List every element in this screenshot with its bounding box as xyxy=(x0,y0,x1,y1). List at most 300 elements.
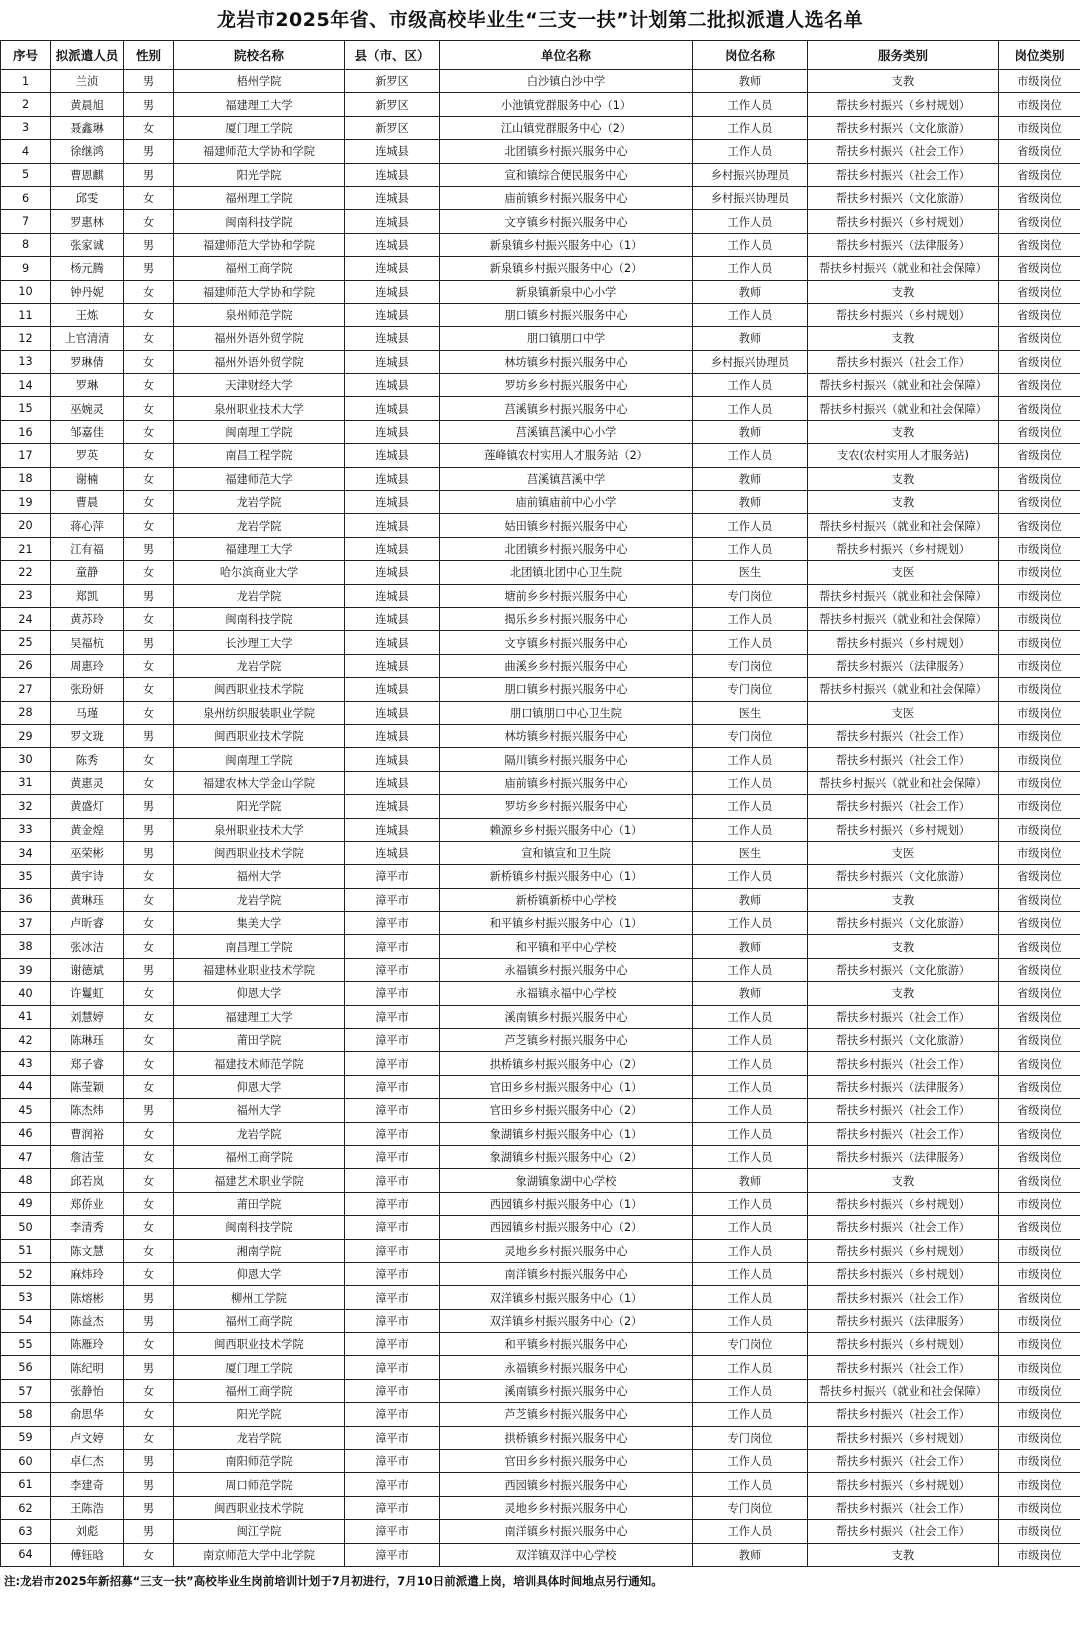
school-cell: 哈尔滨商业大学 xyxy=(174,561,345,584)
index-cell: 52 xyxy=(1,1262,51,1285)
unit-cell: 永福镇永福中心学校 xyxy=(440,982,693,1005)
school-cell: 闽西职业技术学院 xyxy=(174,1333,345,1356)
unit-cell: 双洋镇双洋中心学校 xyxy=(440,1543,693,1566)
name-cell: 黄琳珏 xyxy=(51,888,124,911)
position-level-cell: 省级岗位 xyxy=(999,163,1080,186)
unit-cell: 江山镇党群服务中心（2） xyxy=(440,116,693,139)
position-level-cell: 市级岗位 xyxy=(999,561,1080,584)
gender-cell: 女 xyxy=(124,771,174,794)
county-cell: 连城县 xyxy=(345,350,440,373)
name-cell: 张静怡 xyxy=(51,1379,124,1402)
unit-cell: 赖源乡乡村振兴服务中心（1） xyxy=(440,818,693,841)
name-cell: 曹恩麒 xyxy=(51,163,124,186)
name-cell: 陈纪明 xyxy=(51,1356,124,1379)
table-row xyxy=(1,1333,1080,1356)
county-cell: 连城县 xyxy=(345,280,440,303)
county-cell: 连城县 xyxy=(345,561,440,584)
school-cell: 龙岩学院 xyxy=(174,491,345,514)
col-header-unit: 单位名称 xyxy=(440,41,693,70)
gender-cell: 男 xyxy=(124,1099,174,1122)
position-cell: 专门岗位 xyxy=(693,678,808,701)
unit-cell: 林坊镇乡村振兴服务中心 xyxy=(440,724,693,747)
service-type-cell: 帮扶乡村振兴（乡村规划） xyxy=(808,1192,999,1215)
gender-cell: 男 xyxy=(124,233,174,256)
index-cell: 27 xyxy=(1,678,51,701)
index-cell: 12 xyxy=(1,327,51,350)
county-cell: 漳平市 xyxy=(345,1122,440,1145)
table-row xyxy=(1,1520,1080,1543)
county-cell: 漳平市 xyxy=(345,1099,440,1122)
index-cell: 56 xyxy=(1,1356,51,1379)
gender-cell: 女 xyxy=(124,1333,174,1356)
gender-cell: 男 xyxy=(124,140,174,163)
index-cell: 40 xyxy=(1,982,51,1005)
name-cell: 陈雁玲 xyxy=(51,1333,124,1356)
county-cell: 漳平市 xyxy=(345,1145,440,1168)
index-cell: 41 xyxy=(1,1005,51,1028)
col-header-gender: 性别 xyxy=(124,41,174,70)
position-level-cell: 市级岗位 xyxy=(999,607,1080,630)
school-cell: 闽南理工学院 xyxy=(174,420,345,443)
school-cell: 莆田学院 xyxy=(174,1192,345,1215)
position-cell: 医生 xyxy=(693,841,808,864)
name-cell: 杨元腾 xyxy=(51,257,124,280)
service-type-cell: 帮扶乡村振兴（社会工作） xyxy=(808,1052,999,1075)
county-cell: 新罗区 xyxy=(345,70,440,93)
index-cell: 23 xyxy=(1,584,51,607)
unit-cell: 永福镇乡村振兴服务中心 xyxy=(440,1356,693,1379)
table-row xyxy=(1,116,1080,139)
position-cell: 工作人员 xyxy=(693,795,808,818)
school-cell: 闽西职业技术学院 xyxy=(174,841,345,864)
service-type-cell: 帮扶乡村振兴（乡村规划） xyxy=(808,818,999,841)
table-row xyxy=(1,724,1080,747)
unit-cell: 拱桥镇乡村振兴服务中心 xyxy=(440,1426,693,1449)
school-cell: 天津财经大学 xyxy=(174,374,345,397)
table-row xyxy=(1,350,1080,373)
school-cell: 福建艺术职业学院 xyxy=(174,1169,345,1192)
service-type-cell: 支农(农村实用人才服务站) xyxy=(808,444,999,467)
table-row xyxy=(1,1075,1080,1098)
position-level-cell: 市级岗位 xyxy=(999,771,1080,794)
gender-cell: 女 xyxy=(124,1216,174,1239)
school-cell: 福州工商学院 xyxy=(174,1145,345,1168)
table-row xyxy=(1,444,1080,467)
school-cell: 福州工商学院 xyxy=(174,1309,345,1332)
table-row xyxy=(1,795,1080,818)
county-cell: 漳平市 xyxy=(345,982,440,1005)
col-header-position-level: 岗位类别 xyxy=(999,41,1080,70)
county-cell: 漳平市 xyxy=(345,1473,440,1496)
position-level-cell: 市级岗位 xyxy=(999,1192,1080,1215)
col-header-position: 岗位名称 xyxy=(693,41,808,70)
service-type-cell: 支教 xyxy=(808,327,999,350)
name-cell: 童静 xyxy=(51,561,124,584)
name-cell: 曹晨 xyxy=(51,491,124,514)
index-cell: 13 xyxy=(1,350,51,373)
position-cell: 教师 xyxy=(693,1543,808,1566)
name-cell: 吴福杭 xyxy=(51,631,124,654)
position-level-cell: 市级岗位 xyxy=(999,841,1080,864)
table-row xyxy=(1,467,1080,490)
service-type-cell: 支医 xyxy=(808,701,999,724)
gender-cell: 男 xyxy=(124,1496,174,1519)
position-level-cell: 市级岗位 xyxy=(999,795,1080,818)
position-cell: 医生 xyxy=(693,561,808,584)
unit-cell: 宣和镇宣和卫生院 xyxy=(440,841,693,864)
county-cell: 新罗区 xyxy=(345,93,440,116)
position-cell: 工作人员 xyxy=(693,1005,808,1028)
school-cell: 福州大学 xyxy=(174,1099,345,1122)
table-body xyxy=(1,70,1080,1567)
county-cell: 漳平市 xyxy=(345,1450,440,1473)
school-cell: 闽南科技学院 xyxy=(174,210,345,233)
service-type-cell: 帮扶乡村振兴（就业和社会保障） xyxy=(808,374,999,397)
school-cell: 龙岩学院 xyxy=(174,1122,345,1145)
position-cell: 工作人员 xyxy=(693,140,808,163)
county-cell: 连城县 xyxy=(345,607,440,630)
name-cell: 王陈浩 xyxy=(51,1496,124,1519)
position-level-cell: 市级岗位 xyxy=(999,1450,1080,1473)
school-cell: 泉州纺织服装职业学院 xyxy=(174,701,345,724)
school-cell: 闽江学院 xyxy=(174,1520,345,1543)
name-cell: 谢德斌 xyxy=(51,958,124,981)
name-cell: 邱雯 xyxy=(51,186,124,209)
county-cell: 漳平市 xyxy=(345,912,440,935)
position-cell: 工作人员 xyxy=(693,257,808,280)
name-cell: 陈莹颖 xyxy=(51,1075,124,1098)
service-type-cell: 帮扶乡村振兴（文化旅游） xyxy=(808,116,999,139)
county-cell: 漳平市 xyxy=(345,958,440,981)
index-cell: 28 xyxy=(1,701,51,724)
unit-cell: 南洋镇乡村振兴服务中心 xyxy=(440,1520,693,1543)
position-level-cell: 市级岗位 xyxy=(999,1379,1080,1402)
county-cell: 漳平市 xyxy=(345,888,440,911)
col-header-county: 县（市、区） xyxy=(345,41,440,70)
index-cell: 1 xyxy=(1,70,51,93)
position-cell: 教师 xyxy=(693,420,808,443)
index-cell: 19 xyxy=(1,491,51,514)
unit-cell: 和平镇乡村振兴服务中心（1） xyxy=(440,912,693,935)
position-cell: 教师 xyxy=(693,327,808,350)
gender-cell: 男 xyxy=(124,818,174,841)
unit-cell: 象湖镇乡村振兴服务中心（1） xyxy=(440,1122,693,1145)
name-cell: 刘慧婷 xyxy=(51,1005,124,1028)
service-type-cell: 支教 xyxy=(808,982,999,1005)
unit-cell: 北团镇乡村振兴服务中心 xyxy=(440,140,693,163)
school-cell: 福建师范大学协和学院 xyxy=(174,280,345,303)
service-type-cell: 帮扶乡村振兴（社会工作） xyxy=(808,1356,999,1379)
unit-cell: 芦芝镇乡村振兴服务中心 xyxy=(440,1403,693,1426)
service-type-cell: 帮扶乡村振兴（法律服务） xyxy=(808,233,999,256)
service-type-cell: 支教 xyxy=(808,420,999,443)
name-cell: 陈文慧 xyxy=(51,1239,124,1262)
table-row xyxy=(1,1052,1080,1075)
position-level-cell: 省级岗位 xyxy=(999,1145,1080,1168)
name-cell: 江有福 xyxy=(51,537,124,560)
index-cell: 5 xyxy=(1,163,51,186)
position-level-cell: 市级岗位 xyxy=(999,1426,1080,1449)
table-row xyxy=(1,818,1080,841)
table-row xyxy=(1,958,1080,981)
school-cell: 福建师范大学协和学院 xyxy=(174,140,345,163)
county-cell: 连城县 xyxy=(345,186,440,209)
gender-cell: 男 xyxy=(124,1473,174,1496)
name-cell: 谢楠 xyxy=(51,467,124,490)
position-cell: 教师 xyxy=(693,1169,808,1192)
service-type-cell: 帮扶乡村振兴（文化旅游） xyxy=(808,186,999,209)
county-cell: 连城县 xyxy=(345,303,440,326)
gender-cell: 女 xyxy=(124,327,174,350)
name-cell: 陈熔彬 xyxy=(51,1286,124,1309)
unit-cell: 曲溪乡乡村振兴服务中心 xyxy=(440,654,693,677)
gender-cell: 女 xyxy=(124,701,174,724)
position-level-cell: 省级岗位 xyxy=(999,257,1080,280)
gender-cell: 女 xyxy=(124,1145,174,1168)
position-cell: 教师 xyxy=(693,70,808,93)
service-type-cell: 帮扶乡村振兴（社会工作） xyxy=(808,795,999,818)
name-cell: 俞思华 xyxy=(51,1403,124,1426)
service-type-cell: 帮扶乡村振兴（乡村规划） xyxy=(808,631,999,654)
position-level-cell: 市级岗位 xyxy=(999,748,1080,771)
school-cell: 福州工商学院 xyxy=(174,257,345,280)
table-row xyxy=(1,1356,1080,1379)
unit-cell: 文亨镇乡村振兴服务中心 xyxy=(440,631,693,654)
county-cell: 连城县 xyxy=(345,795,440,818)
school-cell: 梧州学院 xyxy=(174,70,345,93)
service-type-cell: 支教 xyxy=(808,935,999,958)
position-level-cell: 省级岗位 xyxy=(999,1169,1080,1192)
index-cell: 62 xyxy=(1,1496,51,1519)
position-level-cell: 省级岗位 xyxy=(999,374,1080,397)
position-level-cell: 市级岗位 xyxy=(999,1333,1080,1356)
table-row xyxy=(1,678,1080,701)
school-cell: 南阳师范学院 xyxy=(174,1450,345,1473)
unit-cell: 莲峰镇农村实用人才服务站（2） xyxy=(440,444,693,467)
unit-cell: 朋口镇乡村振兴服务中心 xyxy=(440,678,693,701)
table-row xyxy=(1,865,1080,888)
table-row xyxy=(1,584,1080,607)
index-cell: 26 xyxy=(1,654,51,677)
name-cell: 黄晨旭 xyxy=(51,93,124,116)
name-cell: 罗文珑 xyxy=(51,724,124,747)
gender-cell: 女 xyxy=(124,1426,174,1449)
position-level-cell: 省级岗位 xyxy=(999,888,1080,911)
county-cell: 漳平市 xyxy=(345,865,440,888)
table-row xyxy=(1,303,1080,326)
position-level-cell: 省级岗位 xyxy=(999,1216,1080,1239)
gender-cell: 男 xyxy=(124,724,174,747)
footnote: 注:龙岩市2025年新招募“三支一扶”高校毕业生岗前培训计划于7月初进行，7月10日前派遣上岗，培训具体时间地点另行通知。 xyxy=(4,1574,663,1588)
service-type-cell: 帮扶乡村振兴（就业和社会保障） xyxy=(808,771,999,794)
position-cell: 教师 xyxy=(693,467,808,490)
position-level-cell: 省级岗位 xyxy=(999,514,1080,537)
position-cell: 工作人员 xyxy=(693,1450,808,1473)
county-cell: 漳平市 xyxy=(345,1029,440,1052)
school-cell: 仰恩大学 xyxy=(174,1262,345,1285)
position-cell: 工作人员 xyxy=(693,514,808,537)
position-level-cell: 省级岗位 xyxy=(999,1099,1080,1122)
table-row xyxy=(1,841,1080,864)
service-type-cell: 支教 xyxy=(808,467,999,490)
gender-cell: 女 xyxy=(124,654,174,677)
position-cell: 乡村振兴协理员 xyxy=(693,163,808,186)
school-cell: 福州外语外贸学院 xyxy=(174,350,345,373)
school-cell: 闽南理工学院 xyxy=(174,748,345,771)
gender-cell: 男 xyxy=(124,584,174,607)
county-cell: 新罗区 xyxy=(345,116,440,139)
position-cell: 工作人员 xyxy=(693,1192,808,1215)
gender-cell: 女 xyxy=(124,491,174,514)
position-cell: 专门岗位 xyxy=(693,1426,808,1449)
service-type-cell: 帮扶乡村振兴（法律服务） xyxy=(808,1075,999,1098)
position-level-cell: 省级岗位 xyxy=(999,1075,1080,1098)
county-cell: 漳平市 xyxy=(345,1262,440,1285)
position-cell: 工作人员 xyxy=(693,865,808,888)
county-cell: 漳平市 xyxy=(345,1052,440,1075)
county-cell: 漳平市 xyxy=(345,1216,440,1239)
service-type-cell: 帮扶乡村振兴（社会工作） xyxy=(808,1450,999,1473)
table-row xyxy=(1,1169,1080,1192)
gender-cell: 女 xyxy=(124,1543,174,1566)
unit-cell: 朋口镇朋口中心卫生院 xyxy=(440,701,693,724)
school-cell: 福建理工大学 xyxy=(174,537,345,560)
unit-cell: 宣和镇综合便民服务中心 xyxy=(440,163,693,186)
index-cell: 31 xyxy=(1,771,51,794)
unit-cell: 林坊镇乡村振兴服务中心 xyxy=(440,350,693,373)
county-cell: 连城县 xyxy=(345,163,440,186)
position-level-cell: 市级岗位 xyxy=(999,116,1080,139)
county-cell: 漳平市 xyxy=(345,1286,440,1309)
school-cell: 阳光学院 xyxy=(174,1403,345,1426)
gender-cell: 男 xyxy=(124,841,174,864)
table-row xyxy=(1,1099,1080,1122)
table-row xyxy=(1,397,1080,420)
col-header-name: 拟派遣人员 xyxy=(51,41,124,70)
county-cell: 漳平市 xyxy=(345,1356,440,1379)
county-cell: 连城县 xyxy=(345,771,440,794)
gender-cell: 女 xyxy=(124,420,174,443)
service-type-cell: 帮扶乡村振兴（社会工作） xyxy=(808,1216,999,1239)
name-cell: 李建奇 xyxy=(51,1473,124,1496)
gender-cell: 女 xyxy=(124,1122,174,1145)
school-cell: 福州外语外贸学院 xyxy=(174,327,345,350)
unit-cell: 隔川镇乡村振兴服务中心 xyxy=(440,748,693,771)
table-row xyxy=(1,912,1080,935)
gender-cell: 女 xyxy=(124,444,174,467)
school-cell: 龙岩学院 xyxy=(174,654,345,677)
col-header-service-type: 服务类别 xyxy=(808,41,999,70)
table-row xyxy=(1,186,1080,209)
position-cell: 工作人员 xyxy=(693,1520,808,1543)
table-row xyxy=(1,374,1080,397)
table-row xyxy=(1,654,1080,677)
position-cell: 工作人员 xyxy=(693,748,808,771)
table-row xyxy=(1,1473,1080,1496)
unit-cell: 溪南镇乡村振兴服务中心 xyxy=(440,1379,693,1402)
index-cell: 21 xyxy=(1,537,51,560)
index-cell: 39 xyxy=(1,958,51,981)
service-type-cell: 帮扶乡村振兴（乡村规划） xyxy=(808,1473,999,1496)
school-cell: 湘南学院 xyxy=(174,1239,345,1262)
school-cell: 龙岩学院 xyxy=(174,888,345,911)
name-cell: 罗惠林 xyxy=(51,210,124,233)
index-cell: 16 xyxy=(1,420,51,443)
index-cell: 20 xyxy=(1,514,51,537)
position-cell: 工作人员 xyxy=(693,771,808,794)
unit-cell: 象湖镇乡村振兴服务中心（2） xyxy=(440,1145,693,1168)
index-cell: 33 xyxy=(1,818,51,841)
name-cell: 郑子睿 xyxy=(51,1052,124,1075)
position-cell: 专门岗位 xyxy=(693,1496,808,1519)
school-cell: 阳光学院 xyxy=(174,795,345,818)
index-cell: 25 xyxy=(1,631,51,654)
name-cell: 张冰洁 xyxy=(51,935,124,958)
position-cell: 工作人员 xyxy=(693,1029,808,1052)
position-level-cell: 省级岗位 xyxy=(999,327,1080,350)
position-cell: 工作人员 xyxy=(693,1262,808,1285)
index-cell: 34 xyxy=(1,841,51,864)
unit-cell: 南洋镇乡村振兴服务中心 xyxy=(440,1262,693,1285)
index-cell: 61 xyxy=(1,1473,51,1496)
service-type-cell: 帮扶乡村振兴（社会工作） xyxy=(808,1520,999,1543)
table-row xyxy=(1,420,1080,443)
index-cell: 37 xyxy=(1,912,51,935)
position-level-cell: 市级岗位 xyxy=(999,1239,1080,1262)
unit-cell: 官田乡乡村振兴服务中心（2） xyxy=(440,1099,693,1122)
gender-cell: 女 xyxy=(124,678,174,701)
position-level-cell: 省级岗位 xyxy=(999,1052,1080,1075)
index-cell: 43 xyxy=(1,1052,51,1075)
table-row xyxy=(1,982,1080,1005)
table-row xyxy=(1,1286,1080,1309)
school-cell: 莆田学院 xyxy=(174,1029,345,1052)
position-level-cell: 市级岗位 xyxy=(999,1520,1080,1543)
table-row xyxy=(1,935,1080,958)
service-type-cell: 帮扶乡村振兴（就业和社会保障） xyxy=(808,607,999,630)
index-cell: 38 xyxy=(1,935,51,958)
index-cell: 8 xyxy=(1,233,51,256)
position-level-cell: 市级岗位 xyxy=(999,818,1080,841)
name-cell: 钟丹妮 xyxy=(51,280,124,303)
table-row xyxy=(1,280,1080,303)
county-cell: 连城县 xyxy=(345,397,440,420)
school-cell: 泉州师范学院 xyxy=(174,303,345,326)
school-cell: 龙岩学院 xyxy=(174,1426,345,1449)
county-cell: 连城县 xyxy=(345,631,440,654)
unit-cell: 罗坊乡乡村振兴服务中心 xyxy=(440,795,693,818)
name-cell: 周惠玲 xyxy=(51,654,124,677)
position-level-cell: 省级岗位 xyxy=(999,140,1080,163)
gender-cell: 男 xyxy=(124,1520,174,1543)
index-cell: 6 xyxy=(1,186,51,209)
table-row xyxy=(1,1496,1080,1519)
county-cell: 连城县 xyxy=(345,724,440,747)
unit-cell: 庙前镇乡村振兴服务中心 xyxy=(440,186,693,209)
table-row xyxy=(1,257,1080,280)
service-type-cell: 帮扶乡村振兴（乡村规划） xyxy=(808,1239,999,1262)
county-cell: 漳平市 xyxy=(345,935,440,958)
name-cell: 王炼 xyxy=(51,303,124,326)
position-cell: 乡村振兴协理员 xyxy=(693,186,808,209)
position-level-cell: 省级岗位 xyxy=(999,210,1080,233)
gender-cell: 女 xyxy=(124,374,174,397)
index-cell: 58 xyxy=(1,1403,51,1426)
position-cell: 工作人员 xyxy=(693,1075,808,1098)
position-level-cell: 省级岗位 xyxy=(999,912,1080,935)
position-level-cell: 省级岗位 xyxy=(999,350,1080,373)
index-cell: 17 xyxy=(1,444,51,467)
